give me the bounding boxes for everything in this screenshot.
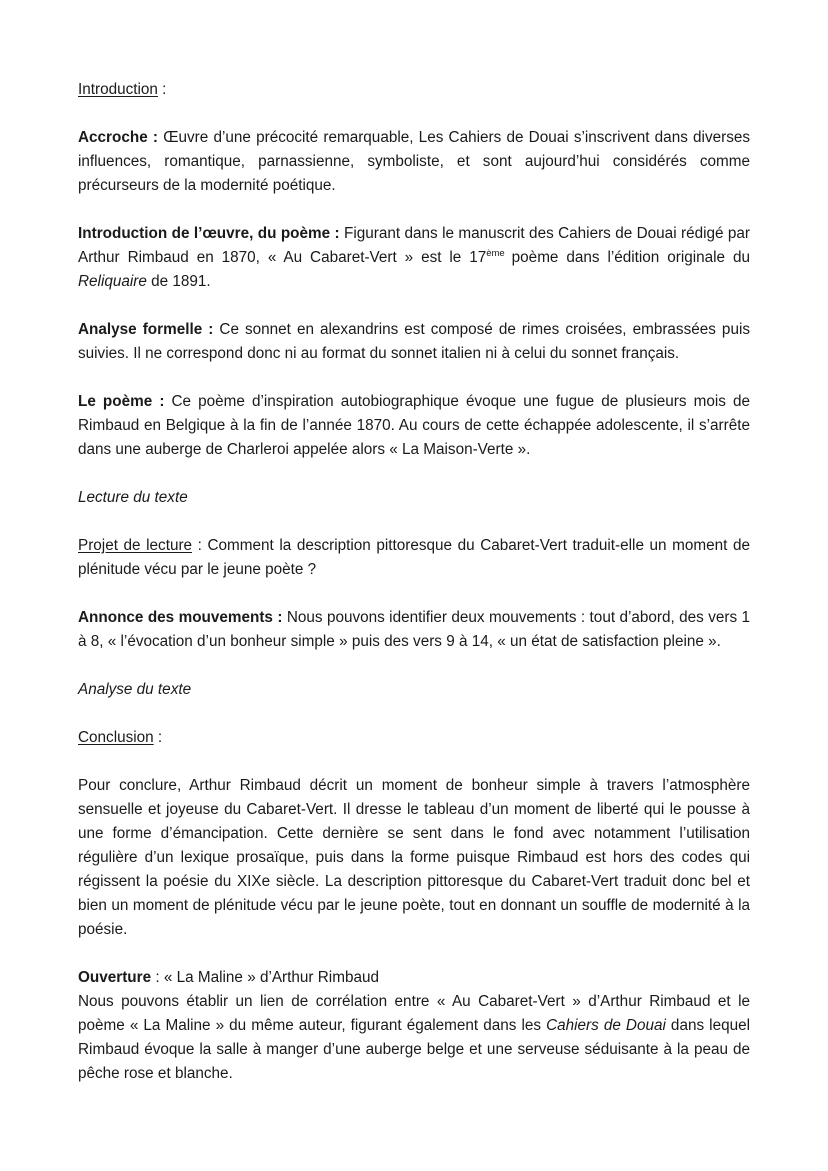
- accroche-lead: Accroche :: [78, 129, 159, 146]
- heading-conclusion: [78, 726, 750, 750]
- le-poeme-text: Ce poème d’inspiration autobiographique évoque une fugue de plusieurs mois de Rimbaud en Belgique à la fin de l’année 1870. Au cours de cette échappée adolescente, il s’arrête dans une auberge de Charleroi appelée alors « La Maison-Verte ».: [78, 393, 751, 458]
- paragraph-ouverture-body: [78, 990, 750, 1086]
- heading-introduction-label: Introduction: [78, 81, 158, 98]
- analyse-formelle-lead: Analyse formelle :: [78, 321, 214, 338]
- introduction-oeuvre-lead: Introduction de l’œuvre, du poème :: [78, 225, 340, 242]
- introduction-oeuvre-text-middle: poème dans l’édition originale du: [511, 249, 750, 266]
- projet-de-lecture-text: : Comment la description pittoresque du Cabaret-Vert traduit-elle un moment de plénitude vécu par le jeune poète ?: [78, 537, 750, 578]
- heading-introduction-suffix: :: [157, 81, 167, 98]
- ouverture-body-text-before: Nous pouvons établir un lien de corrélation entre « Au Cabaret-Vert » d’Arthur Rimbaud et le poème « La Maline » du même auteur, figurant également dans les: [78, 993, 750, 1034]
- ouverture-lead: Ouverture: [78, 969, 152, 986]
- paragraph-accroche: [78, 126, 750, 198]
- heading-introduction: [78, 78, 750, 102]
- section-analyse-du-texte-label: Analyse du texte: [78, 681, 192, 698]
- paragraph-conclusion-body: [78, 774, 750, 942]
- introduction-oeuvre-text-before: Figurant dans le manuscrit des Cahiers de Douai rédigé par Arthur Rimbaud en 1870, « Au Cabaret-Vert » est le 17: [78, 225, 750, 266]
- annonce-des-mouvements-lead: Annonce des mouvements :: [78, 609, 283, 626]
- title-cahiers-de-douai: Cahiers de Douai: [546, 1017, 666, 1034]
- introduction-oeuvre-text-after: de 1891.: [146, 273, 211, 290]
- section-analyse-du-texte: [78, 678, 750, 702]
- paragraph-introduction-oeuvre: [78, 222, 750, 294]
- section-lecture-du-texte-label: Lecture du texte: [78, 489, 188, 506]
- paragraph-ouverture-heading: [78, 966, 750, 990]
- ouverture-heading-text: : « La Maline » d’Arthur Rimbaud: [151, 969, 379, 986]
- ordinal-superscript: ème: [486, 247, 505, 259]
- document-body: [78, 78, 750, 1086]
- ouverture-body-text-after: dans lequel Rimbaud évoque la salle à manger d’une auberge belge et une serveuse séduisante à la peau de pêche rose et blanche.: [78, 1017, 750, 1082]
- section-lecture-du-texte: [78, 486, 750, 510]
- conclusion-body-text: Pour conclure, Arthur Rimbaud décrit un moment de bonheur simple à travers l’atmosphère sensuelle et joyeuse du Cabaret-Vert. Il dresse le tableau d’un moment de liberté qui le pousse à une forme d’émancipation. Cette dernière se sent dans le fond avec notamment l’utilisation régulière d’un lexique prosaïque, puis dans la forme puisque Rimbaud est hors des codes qui régissent la poésie du XIXe siècle. La description pittoresque du Cabaret-Vert traduit donc bel et bien un moment de plénitude vécu par le jeune poète, tout en donnant un souffle de modernité à la poésie.: [78, 777, 750, 938]
- paragraph-annonce-des-mouvements: [78, 606, 750, 654]
- heading-conclusion-label: Conclusion: [78, 729, 154, 746]
- title-reliquaire: Reliquaire: [78, 273, 147, 290]
- annonce-des-mouvements-text: Nous pouvons identifier deux mouvements : tout d’abord, des vers 1 à 8, « l’évocation d’un bonheur simple » puis des vers 9 à 14, « un état de satisfaction pleine ».: [78, 609, 750, 650]
- heading-conclusion-suffix: :: [153, 729, 163, 746]
- paragraph-projet-de-lecture: [78, 534, 750, 582]
- projet-de-lecture-lead: Projet de lecture: [78, 537, 193, 554]
- paragraph-le-poeme: [78, 390, 750, 462]
- analyse-formelle-text: Ce sonnet en alexandrins est composé de rimes croisées, embrassées puis suivies. Il ne correspond donc ni au format du sonnet italien ni à celui du sonnet français.: [78, 321, 750, 362]
- accroche-text: Œuvre d’une précocité remarquable, Les Cahiers de Douai s’inscrivent dans diverses influences, romantique, parnassienne, symboliste, et sont aujourd’hui considérés comme précurseurs de la modernité poétique.: [78, 129, 751, 194]
- paragraph-analyse-formelle: [78, 318, 750, 366]
- le-poeme-lead: Le poème :: [78, 393, 165, 410]
